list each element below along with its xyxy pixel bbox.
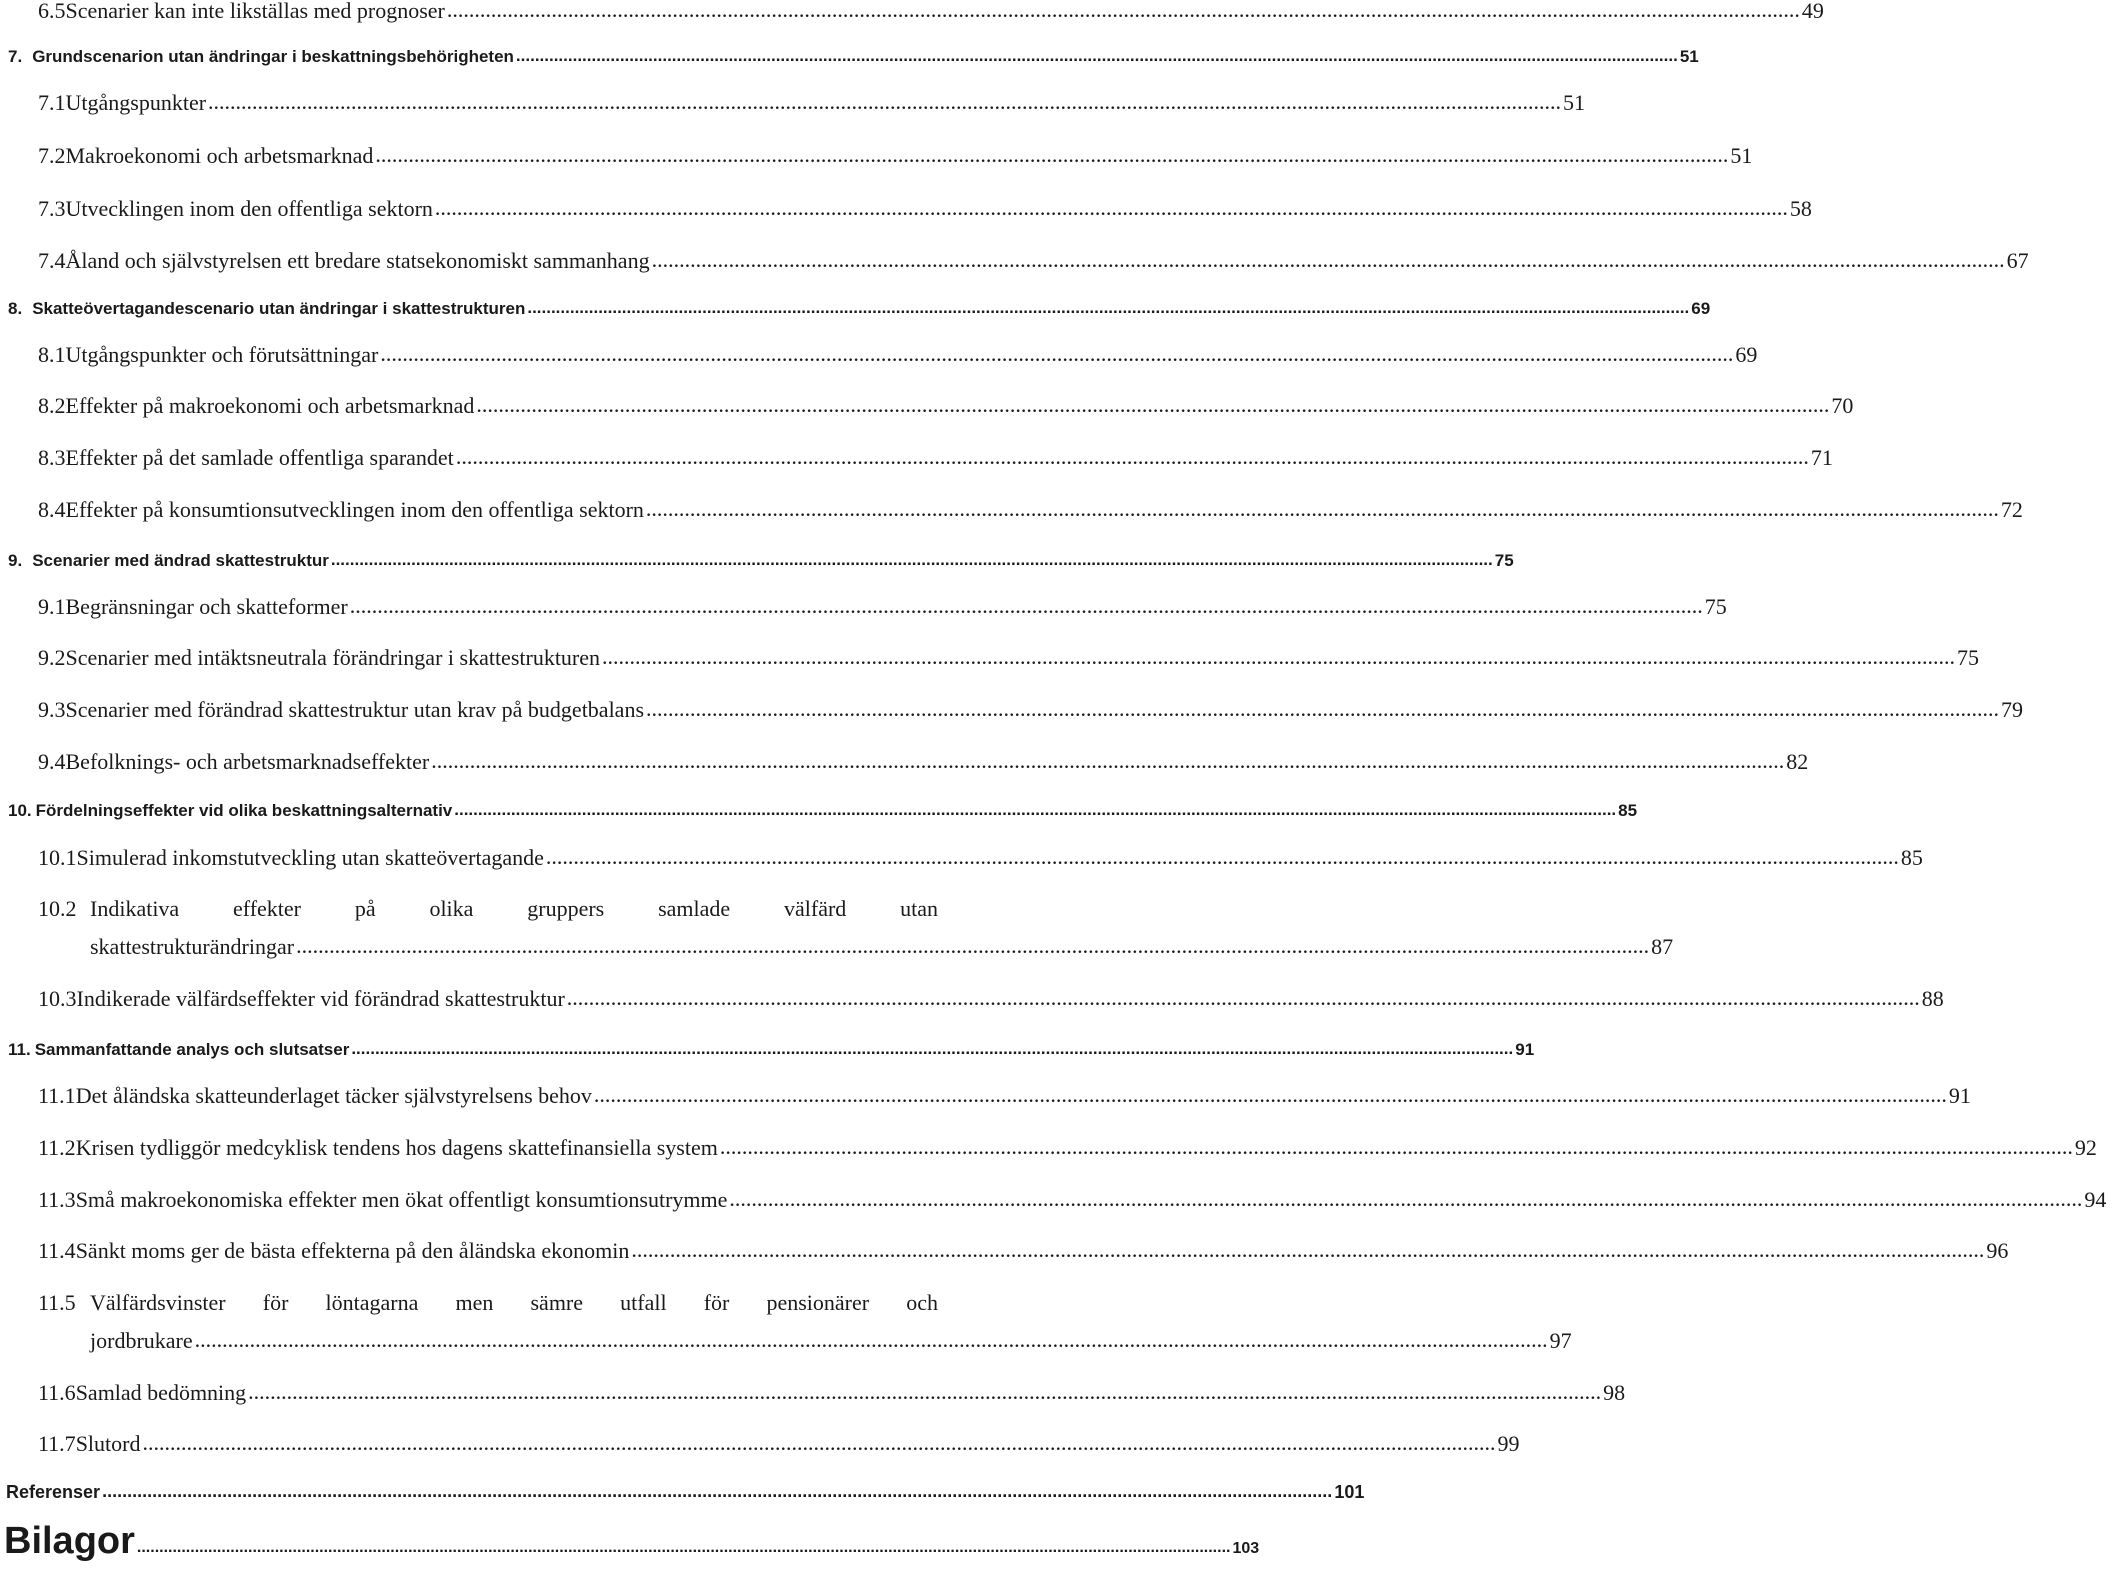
toc-entry-11-4[interactable] xyxy=(0,1238,2009,1264)
toc-entry-8-3[interactable] xyxy=(0,445,1833,471)
toc-entry-number: 8.3 xyxy=(38,445,66,470)
toc-entry-title: Scenarier med förändrad skattestruktur utan krav på budgetbalans xyxy=(65,697,645,722)
toc-entry-11[interactable] xyxy=(0,1040,1535,1060)
dot-leader xyxy=(248,1379,1601,1405)
toc-entry-number: 7. xyxy=(8,47,23,66)
toc-entry-number: 11.2 xyxy=(38,1135,76,1160)
dot-leader xyxy=(567,985,1920,1011)
toc-entry-title: Skatteövertagandescenario utan ändringar i skattestrukturen xyxy=(32,299,526,318)
toc-entry-number: 10.1 xyxy=(38,845,77,870)
toc-entry-11-5[interactable] xyxy=(0,1290,960,1316)
toc-entry-page: 75 xyxy=(1957,645,1980,670)
toc-entry-title: Referenser xyxy=(6,1482,101,1502)
dot-leader xyxy=(435,195,1788,221)
toc-entry-11-6[interactable] xyxy=(0,1380,1626,1406)
toc-entry-title: Utgångspunkter xyxy=(65,90,207,115)
dot-leader xyxy=(331,550,1493,570)
toc-entry-10-2-continued[interactable] xyxy=(90,934,1674,960)
toc-entry-page: 91 xyxy=(1948,1083,1971,1108)
toc-entry-number: 8. xyxy=(8,299,23,318)
dot-leader xyxy=(456,444,1809,470)
toc-entry-referenser[interactable] xyxy=(0,1482,1365,1503)
dot-leader xyxy=(350,593,1703,619)
toc-entry-page: 103 xyxy=(1232,1540,1260,1557)
toc-entry-title-continued: skattestrukturändringar xyxy=(90,934,295,959)
toc-entry-number: 9.4 xyxy=(38,749,66,774)
toc-entry-title: Slutord xyxy=(75,1431,141,1456)
toc-entry-page: 75 xyxy=(1704,594,1727,619)
toc-entry-number: 11.5 xyxy=(38,1290,76,1315)
toc-entry-title: Samlad bedömning xyxy=(75,1380,247,1405)
toc-entry-title: Sänkt moms ger de bästa effekterna på den åländska ekonomin xyxy=(75,1238,630,1263)
toc-entry-page: 69 xyxy=(1691,299,1711,318)
toc-entry-page: 85 xyxy=(1900,845,1923,870)
toc-entry-title: Välfärdsvinster för löntagarna men sämre utfall för pensionärer och xyxy=(90,1290,938,1315)
toc-entry-number: 7.1 xyxy=(38,90,66,115)
toc-entry-page: 51 xyxy=(1679,47,1699,66)
toc-entry-number: 9.3 xyxy=(38,697,66,722)
toc-entry-9[interactable] xyxy=(0,551,1514,571)
toc-entry-title: Utvecklingen inom den offentliga sektorn xyxy=(65,196,433,221)
toc-entry-page: 97 xyxy=(1549,1328,1572,1353)
dot-leader xyxy=(454,800,1616,820)
toc-entry-9-2[interactable] xyxy=(0,645,1980,671)
toc-entry-number: 9.1 xyxy=(38,594,66,619)
toc-entry-9-4[interactable] xyxy=(0,749,1809,775)
toc-entry-page: 51 xyxy=(1730,143,1753,168)
dot-leader xyxy=(476,392,1829,418)
toc-entry-title: Åland och självstyrelsen ett bredare statsekonomiskt sammanhang xyxy=(65,248,650,273)
toc-entry-title: Små makroekonomiska effekter men ökat offentligt konsumtionsutrymme xyxy=(75,1187,728,1212)
toc-entry-number: 10. xyxy=(8,801,32,820)
toc-entry-number: 11.6 xyxy=(38,1380,76,1405)
toc-entry-9-1[interactable] xyxy=(0,594,1727,620)
dot-leader xyxy=(375,142,1728,168)
dot-leader xyxy=(380,341,1733,367)
toc-entry-title: Utgångspunkter och förutsättningar xyxy=(65,342,379,367)
toc-entry-title: Begränsningar och skatteformer xyxy=(65,594,348,619)
dot-leader xyxy=(351,1039,1513,1059)
dot-leader xyxy=(594,1082,1947,1108)
toc-entry-page: 85 xyxy=(1618,801,1638,820)
toc-entry-page: 91 xyxy=(1515,1040,1535,1059)
toc-entry-title: Bilagor xyxy=(4,1520,135,1562)
dot-leader xyxy=(431,748,1784,774)
toc-entry-8-2[interactable] xyxy=(0,393,1854,419)
toc-entry-7-1[interactable] xyxy=(0,90,1586,116)
toc-entry-title: Sammanfattande analys och slutsatser xyxy=(34,1040,350,1059)
toc-entry-title: Scenarier med ändrad skattestruktur xyxy=(32,551,329,570)
toc-entry-number: 10.2 xyxy=(38,896,77,921)
toc-entry-7-4[interactable] xyxy=(0,248,2029,274)
toc-entry-7-2[interactable] xyxy=(0,143,1753,169)
dot-leader xyxy=(729,1186,2082,1212)
toc-entry-number: 11. xyxy=(8,1040,31,1059)
toc-entry-title: Scenarier kan inte likställas med prognoser xyxy=(65,0,445,23)
toc-entry-page: 99 xyxy=(1497,1431,1520,1456)
toc-entry-11-7[interactable] xyxy=(0,1431,1520,1457)
toc-entry-number: 11.4 xyxy=(38,1238,76,1263)
toc-entry-page: 92 xyxy=(2074,1135,2097,1160)
toc-entry-title: Det åländska skatteunderlaget täcker självstyrelsens behov xyxy=(75,1083,592,1108)
toc-entry-9-3[interactable] xyxy=(0,697,2024,723)
toc-entry-page: 67 xyxy=(2006,248,2029,273)
dot-leader xyxy=(516,46,1678,66)
toc-entry-bilagor[interactable] xyxy=(0,1520,1260,1563)
dot-leader xyxy=(527,298,1689,318)
toc-entry-title: Effekter på konsumtionsutvecklingen inom den offentliga sektorn xyxy=(65,497,644,522)
toc-entry-10[interactable] xyxy=(0,801,1638,821)
toc-entry-page: 70 xyxy=(1831,393,1854,418)
toc-entry-11-5-continued[interactable] xyxy=(90,1328,1572,1354)
toc-entry-page: 75 xyxy=(1494,551,1514,570)
toc-entry-page: 96 xyxy=(1986,1238,2009,1263)
toc-entry-page: 82 xyxy=(1786,749,1809,774)
toc-entry-11-2[interactable] xyxy=(0,1135,2097,1161)
toc-entry-title: Grundscenarion utan ändringar i beskattningsbehörigheten xyxy=(32,47,514,66)
toc-entry-page: 69 xyxy=(1735,342,1758,367)
toc-entry-page: 58 xyxy=(1789,196,1812,221)
toc-entry-number: 8.4 xyxy=(38,497,66,522)
toc-entry-page: 101 xyxy=(1334,1482,1365,1502)
toc-entry-11-3[interactable] xyxy=(0,1187,2107,1213)
dot-leader xyxy=(142,1430,1495,1456)
toc-entry-number: 10.3 xyxy=(38,986,77,1011)
toc-entry-title: Makroekonomi och arbetsmarknad xyxy=(65,143,374,168)
toc-entry-number: 8.1 xyxy=(38,342,66,367)
dot-leader xyxy=(208,89,1561,115)
toc-entry-title: Scenarier med intäktsneutrala förändringar i skattestrukturen xyxy=(65,645,601,670)
toc-entry-number: 9.2 xyxy=(38,645,66,670)
toc-entry-11-1[interactable] xyxy=(0,1083,1971,1109)
toc-entry-page: 79 xyxy=(2001,697,2024,722)
toc-entry-number: 7.4 xyxy=(38,248,66,273)
toc-entry-title: Effekter på makroekonomi och arbetsmarknad xyxy=(65,393,475,418)
dot-leader xyxy=(646,496,1999,522)
toc-entry-title: Indikativa effekter på olika gruppers samlade välfärd utan xyxy=(90,896,938,921)
dot-leader xyxy=(195,1327,1548,1353)
dot-leader xyxy=(631,1237,1984,1263)
toc-entry-page: 87 xyxy=(1651,934,1674,959)
toc-entry-page: 51 xyxy=(1563,90,1586,115)
toc-entry-8-4[interactable] xyxy=(0,497,2023,523)
dot-leader xyxy=(646,696,1999,722)
toc-entry-number: 11.3 xyxy=(38,1187,76,1212)
toc-entry-title: Indikerade välfärdseffekter vid förändrad skattestruktur xyxy=(76,986,565,1011)
toc-entry-number: 7.3 xyxy=(38,196,66,221)
toc-entry-title: Fördelningseffekter vid olika beskattningsalternativ xyxy=(35,801,453,820)
toc-entry-page: 49 xyxy=(1801,0,1824,23)
toc-entry-number: 8.2 xyxy=(38,393,66,418)
dot-leader xyxy=(720,1134,2073,1160)
toc-entry-title: Simulerad inkomstutveckling utan skatteövertagande xyxy=(76,845,544,870)
dot-leader xyxy=(296,933,1649,959)
toc-entry-10-3[interactable] xyxy=(0,986,1944,1012)
toc-entry-10-2[interactable] xyxy=(0,896,960,922)
dot-leader xyxy=(447,0,1800,23)
dot-leader xyxy=(546,844,1899,870)
toc-entry-title: Befolknings- och arbetsmarknadseffekter xyxy=(65,749,430,774)
toc-entry-7[interactable] xyxy=(0,47,1699,67)
toc-entry-page: 72 xyxy=(2000,497,2023,522)
toc-entry-number: 11.1 xyxy=(38,1083,76,1108)
toc-entry-8[interactable] xyxy=(0,299,1711,319)
toc-entry-7-3[interactable] xyxy=(0,196,1812,222)
toc-entry-page: 94 xyxy=(2084,1187,2107,1212)
dot-leader xyxy=(102,1481,1332,1502)
toc-entry-8-1[interactable] xyxy=(0,342,1758,368)
toc-entry-page: 88 xyxy=(1921,986,1944,1011)
toc-entry-number: 6.5 xyxy=(38,0,66,23)
toc-entry-title: Effekter på det samlade offentliga sparandet xyxy=(65,445,454,470)
toc-entry-6-5[interactable] xyxy=(0,0,1824,24)
toc-entry-10-1[interactable] xyxy=(0,845,1923,871)
toc-entry-title-continued: jordbrukare xyxy=(90,1328,193,1353)
toc-entry-number: 7.2 xyxy=(38,143,66,168)
toc-entry-page: 98 xyxy=(1603,1380,1626,1405)
toc-entry-number: 11.7 xyxy=(38,1431,76,1456)
dot-leader xyxy=(137,1539,1231,1557)
dot-leader xyxy=(652,247,2005,273)
toc-entry-page: 71 xyxy=(1810,445,1833,470)
dot-leader xyxy=(602,644,1955,670)
toc-entry-number: 9. xyxy=(8,551,23,570)
toc-entry-title: Krisen tydliggör medcyklisk tendens hos dagens skattefinansiella system xyxy=(75,1135,718,1160)
